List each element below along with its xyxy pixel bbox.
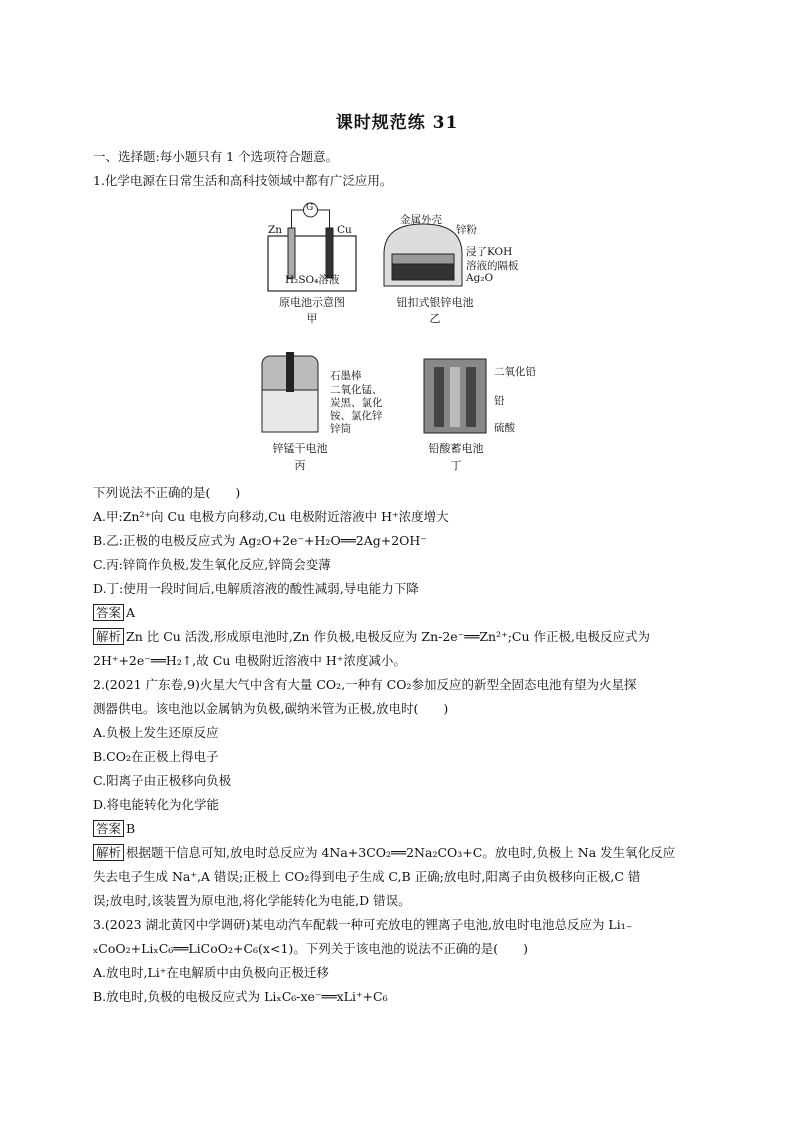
q1-option-c: C.丙:锌筒作负极,发生氧化反应,锌筒会变薄	[93, 557, 331, 572]
analysis-tag: 解析	[93, 844, 124, 861]
q3-stem-1: 3.(2023 湖北黄冈中学调研)某电动汽车配载一种可充放电的锂离子电池,放电时电池总反应为 Li₁₋	[93, 917, 633, 932]
zinc-can-label: 锌筒	[330, 423, 351, 435]
dry-cell-figure	[258, 350, 322, 434]
cu-label: Cu	[337, 224, 352, 236]
q1-analysis-1	[93, 628, 713, 646]
mixture-label-1: 二氧化锰、	[330, 384, 383, 396]
section-heading: 一、选择题:每小题只有 1 个选项符合题意。	[93, 149, 339, 164]
lead-label: 铅	[494, 395, 505, 407]
galvanometer-label: G	[306, 203, 314, 213]
q1-answer	[93, 604, 713, 622]
figure-caption: 铅酸蓄电池	[428, 442, 484, 455]
q1-option-b: B.乙:正极的电极反应式为 Ag₂O+2e⁻+H₂O══2Ag+2OH⁻	[93, 533, 427, 548]
q1-stem: 1.化学电源在日常生活和高科技领域中都有广泛应用。	[93, 173, 393, 188]
zn-label: Zn	[268, 224, 283, 236]
q2-option-a: A.负极上发生还原反应	[93, 725, 219, 740]
q3-option-a: A.放电时,Li⁺在电解质中由负极向正极迁移	[93, 965, 329, 980]
q2-analysis-3: 误;放电时,该装置为原电池,将化学能转化为电能,D 错误。	[93, 893, 411, 908]
mixture-label-3: 铵、氯化锌	[330, 410, 383, 422]
page-title: 课时规范练 31	[335, 113, 459, 133]
figure-label: 丙	[294, 459, 306, 472]
q2-option-c: C.阳离子由正极移向负极	[93, 773, 232, 788]
q2-stem-1: 2.(2021 广东卷,9)火星大气中含有大量 CO₂,一种有 CO₂参加反应的新型全固态电池有望为火星探	[93, 677, 637, 692]
q1-analysis-2: 2H⁺+2e⁻══H₂↑,故 Cu 电极附近溶液中 H⁺浓度减小。	[93, 653, 406, 668]
q2-analysis-1	[93, 844, 713, 862]
figure-label: 丁	[450, 459, 462, 472]
q2-answer	[93, 820, 713, 838]
figure-caption: 钮扣式银锌电池	[396, 296, 474, 309]
q1-question: 下列说法不正确的是( )	[93, 485, 241, 500]
q1-option-d: D.丁:使用一段时间后,电解质溶液的酸性减弱,导电能力下降	[93, 581, 419, 596]
zinc-powder-label: 锌粉	[456, 224, 477, 236]
answer-tag: 答案	[93, 604, 124, 621]
q2-stem-2: 测器供电。该电池以金属钠为负极,碳纳米管为正极,放电时( )	[93, 701, 449, 716]
figure-caption: 原电池示意图	[279, 296, 345, 309]
shell-label: 金属外壳	[400, 214, 442, 226]
answer-value: A	[126, 605, 136, 620]
acid-label: 硫酸	[494, 422, 515, 434]
solution-label: H₂SO₄溶液	[285, 274, 340, 286]
figure-label: 乙	[429, 312, 441, 325]
button-battery-figure	[380, 220, 466, 290]
pbo2-label: 二氧化铅	[494, 366, 536, 378]
q1-option-a: A.甲:Zn²⁺向 Cu 电极方向移动,Cu 电极附近溶液中 H⁺浓度增大	[93, 509, 449, 524]
answer-value: B	[126, 821, 136, 836]
q2-option-b: B.CO₂在正极上得电子	[93, 749, 219, 764]
analysis-text: Zn 比 Cu 活泼,形成原电池时,Zn 作负极,电极反应为 Zn-2e⁻══Zn²⁺;Cu 作正极,电极反应式为	[126, 629, 650, 644]
separator-label-1: 浸了KOH	[466, 246, 513, 258]
figure-caption: 锌锰干电池	[272, 442, 328, 455]
analysis-text: 根据题干信息可知,放电时总反应为 4Na+3CO₂══2Na₂CO₃+C。放电时,负极上 Na 发生氧化反应	[126, 845, 676, 860]
ag2o-label: Ag₂O	[466, 272, 494, 284]
analysis-tag: 解析	[93, 628, 124, 645]
q3-option-b: B.放电时,负极的电极反应式为 LiₓC₆-xe⁻══xLi⁺+C₆	[93, 989, 388, 1004]
figure-label: 甲	[306, 312, 318, 325]
lead-acid-battery-figure	[420, 355, 490, 435]
q3-stem-2: ₓCoO₂+LiₓC₆══LiCoO₂+C₆(x<1)。下列关于该电池的说法不正确的是( )	[93, 941, 529, 956]
separator-label-2: 溶液的隔板	[466, 260, 519, 272]
q2-option-d: D.将电能转化为化学能	[93, 797, 220, 812]
mixture-label-2: 炭黑、氯化	[330, 397, 383, 409]
graphite-label: 石墨棒	[330, 370, 362, 382]
answer-tag: 答案	[93, 820, 124, 837]
q2-analysis-2: 失去电子生成 Na⁺,A 错误;正极上 CO₂得到电子生成 C,B 正确;放电时,阳离子由负极移向正极,C 错	[93, 869, 641, 884]
